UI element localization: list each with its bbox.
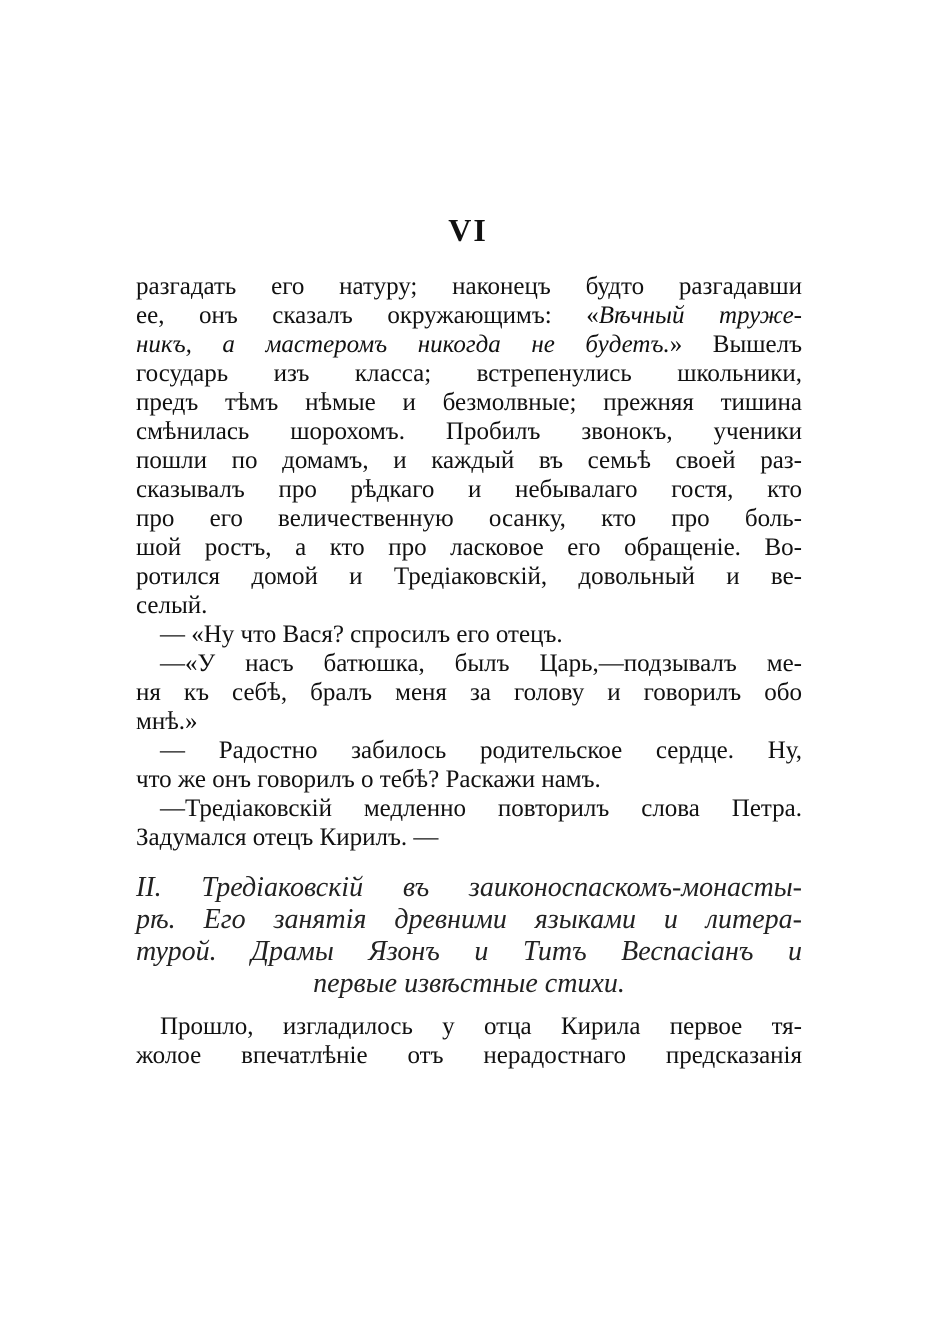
- text-line: разгадать его натуру; наконецъ будто разгадавши: [136, 273, 802, 300]
- text-line: [136, 301, 802, 330]
- text-line: селый.: [136, 592, 208, 619]
- text-line: мнѣ.»: [136, 708, 198, 735]
- body-text-block: [136, 1012, 802, 1070]
- text-line: ня къ себѣ, бралъ меня за голову и говорилъ обо: [136, 679, 802, 706]
- text-line: пошли по домамъ, и каждый въ семьѣ своей раз-: [136, 447, 802, 474]
- dialogue-line: —«У насъ батюшка, былъ Царь,—подзывалъ ме-: [160, 650, 802, 677]
- text-line: жолое впечатлѣніе отъ нерадостнаго предсказанія: [136, 1042, 802, 1069]
- text-line: что же онъ говорилъ о тебѣ? Раскажи намъ.: [136, 766, 601, 793]
- dialogue-line: — Радостно забилось родительское сердце. Ну,: [160, 737, 802, 764]
- body-text-block: [136, 272, 802, 852]
- section-heading: [136, 872, 802, 1000]
- text-line: предъ тѣмъ нѣмые и безмолвные; прежняя тишина: [136, 389, 802, 416]
- heading-line: II. Тредіаковскій въ заиконоспаскомъ-монасты-: [136, 872, 802, 903]
- text-line: смѣнилась шорохомъ. Пробилъ звонокъ, ученики: [136, 418, 802, 445]
- text-line: сказывалъ про рѣдкаго и небывалаго гостя, кто: [136, 476, 802, 503]
- text-fragment: ее, онъ сказалъ окружающимъ: «: [136, 302, 599, 329]
- page-number: VI: [448, 212, 488, 248]
- heading-line: рѣ. Его занятія древними языками и литера-: [136, 904, 802, 935]
- text-line: Прошло, изгладилось у отца Кирила первое тя-: [160, 1013, 802, 1040]
- text-line: Задумался отецъ Кирилъ. —: [136, 824, 439, 851]
- text-line: [136, 330, 802, 359]
- text-line: ротился домой и Тредіаковскій, довольный и ве-: [136, 563, 802, 590]
- text-fragment: » Вышелъ: [669, 331, 802, 358]
- quote-italic: Вѣчный труже-: [598, 302, 802, 329]
- text-line: государь изъ класса; встрепенулись школьники,: [136, 360, 802, 387]
- heading-line: первые извѣстные стихи.: [313, 968, 625, 999]
- quote-italic: никъ, а мастеромъ никогда не будетъ.: [136, 331, 670, 358]
- dialogue-line: — «Ну что Вася? спросилъ его отецъ.: [160, 621, 563, 648]
- dialogue-line: —Тредіаковскій медленно повторилъ слова Петра.: [160, 795, 802, 822]
- heading-line: турой. Драмы Язонъ и Титъ Веспасіанъ и: [136, 936, 802, 967]
- text-line: шой ростъ, а кто про ласковое его обращеніе. Во-: [136, 534, 802, 561]
- text-line: про его величественную осанку, кто про боль-: [136, 505, 802, 532]
